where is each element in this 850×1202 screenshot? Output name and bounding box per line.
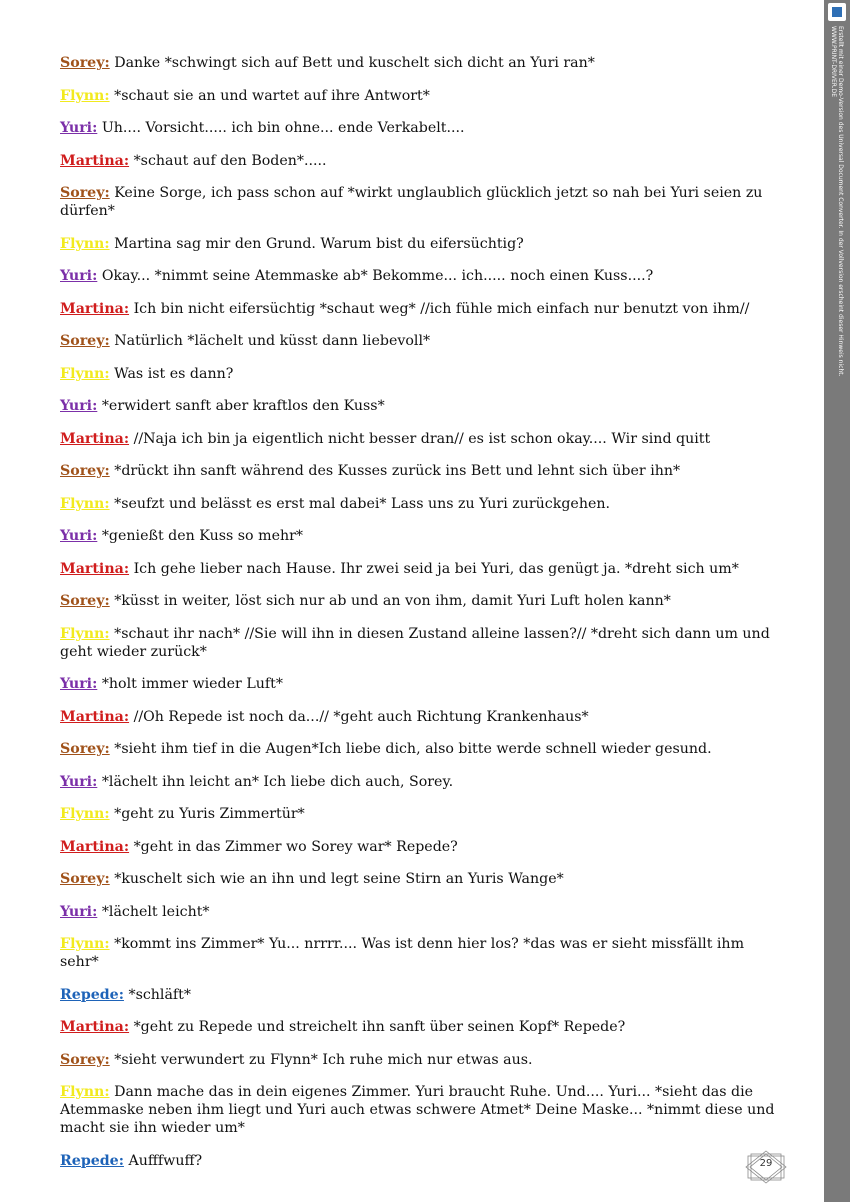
speaker-name: Flynn: xyxy=(60,1084,110,1100)
dialogue-line xyxy=(60,235,780,253)
speaker-name: Sorey: xyxy=(60,333,110,349)
dialogue-text: *schläft* xyxy=(128,986,191,1003)
dialogue-line xyxy=(60,365,780,383)
dialogue-text: *lächelt ihn leicht an* Ich liebe dich auch, Sorey. xyxy=(101,773,454,790)
dialogue-text: *lächelt leicht* xyxy=(101,903,210,920)
speaker-name: Repede: xyxy=(60,986,124,1003)
dialogue-line xyxy=(60,560,780,578)
dialogue-text: *sieht ihm tief in die Augen*Ich liebe dich, also bitte werde schnell wieder gesund. xyxy=(114,741,712,757)
speaker-name: Martina: xyxy=(60,708,130,725)
dialogue-line xyxy=(60,1152,780,1170)
dialogue-line xyxy=(60,152,780,170)
dialogue-line xyxy=(60,773,780,791)
speaker-name: Martina: xyxy=(60,560,130,577)
dialogue-line xyxy=(60,54,780,72)
dialogue-line xyxy=(60,805,780,823)
speaker-name: Flynn: xyxy=(60,495,110,512)
converter-sidebar xyxy=(824,0,850,1202)
dialogue-line xyxy=(60,267,780,285)
page-number: 29 xyxy=(759,1158,773,1169)
dialogue-line xyxy=(60,592,780,610)
dialogue-line xyxy=(60,184,780,220)
speaker-name: Flynn: xyxy=(60,87,110,104)
dialogue-text: *schaut auf den Boden*..... xyxy=(133,152,327,169)
dialogue-line xyxy=(60,300,780,318)
speaker-name: Yuri: xyxy=(60,398,98,414)
dialogue-line xyxy=(60,870,780,888)
dialogue-text: *genießt den Kuss so mehr* xyxy=(101,528,303,544)
dialogue-text: Natürlich *lächelt und küsst dann liebevoll* xyxy=(114,333,431,349)
dialogue-line xyxy=(60,838,780,856)
dialogue-text: Ich bin nicht eifersüchtig *schaut weg* //ich fühle mich einfach nur benutzt von ihm// xyxy=(133,300,750,317)
dialogue-text: *schaut ihr nach* //Sie will ihn in diesen Zustand alleine lassen?// *dreht sich dann um und geht wieder zurück* xyxy=(60,625,770,660)
speaker-name: Yuri: xyxy=(60,903,98,920)
speaker-name: Martina: xyxy=(60,152,130,169)
dialogue-line xyxy=(60,1051,780,1069)
dialogue-line xyxy=(60,430,780,448)
dialogue-line xyxy=(60,740,780,758)
speaker-name: Flynn: xyxy=(60,936,110,952)
speaker-name: Sorey: xyxy=(60,741,110,757)
speaker-name: Yuri: xyxy=(60,268,98,284)
speaker-name: Yuri: xyxy=(60,120,98,136)
dialogue-line xyxy=(60,708,780,726)
dialogue-text: *kommt ins Zimmer* Yu... nrrrr.... Was ist denn hier los? *das was er sieht missfällt ihm sehr* xyxy=(60,936,745,970)
dialogue-text: *kuschelt sich wie an ihn und legt seine Stirn an Yuris Wange* xyxy=(114,871,564,887)
speaker-name: Sorey: xyxy=(60,463,110,479)
dialogue-text: *erwidert sanft aber kraftlos den Kuss* xyxy=(101,398,385,414)
dialogue-text: *sieht verwundert zu Flynn* Ich ruhe mich nur etwas aus. xyxy=(114,1051,533,1068)
dialogue-text: *drückt ihn sanft während des Kusses zurück ins Bett und lehnt sich über ihn* xyxy=(114,463,681,479)
speaker-name: Sorey: xyxy=(60,1051,110,1068)
dialogue-text: Danke *schwingt sich auf Bett und kuschelt sich dicht an Yuri ran* xyxy=(114,55,595,71)
dialogue-text: Okay... *nimmt seine Atemmaske ab* Bekomme... ich..... noch einen Kuss....? xyxy=(101,268,654,284)
dialogue-line xyxy=(60,986,780,1004)
demo-notice xyxy=(830,26,844,377)
dialogue-text: Aufffwuff? xyxy=(128,1152,203,1169)
speaker-name: Sorey: xyxy=(60,593,110,609)
speaker-name: Flynn: xyxy=(60,365,110,382)
dialogue-text: *seufzt und belässt es erst mal dabei* Lass uns zu Yuri zurückgehen. xyxy=(114,495,610,512)
dialogue-line xyxy=(60,119,780,137)
dialogue-text: Dann mache das in dein eigenes Zimmer. Yuri braucht Ruhe. Und.... Yuri... *sieht das die Atemmaske neben ihm liegt und Yuri auch etwas schwere Atmet* Deine Maske... *nimmt diese und macht sie ihn wieder um* xyxy=(60,1084,775,1136)
speaker-name: Flynn: xyxy=(60,625,110,642)
dialogue-line xyxy=(60,625,780,661)
dialogue-line xyxy=(60,527,780,545)
dialogue-line xyxy=(60,675,780,693)
speaker-name: Sorey: xyxy=(60,871,110,887)
page-number-ornament xyxy=(744,1150,788,1184)
dialogue-line xyxy=(60,462,780,480)
dialogue-text: Ich gehe lieber nach Hause. Ihr zwei seid ja bei Yuri, das genügt ja. *dreht sich um* xyxy=(133,560,739,577)
speaker-name: Sorey: xyxy=(60,185,110,201)
speaker-name: Flynn: xyxy=(60,806,110,822)
dialogue-text: Was ist es dann? xyxy=(114,365,234,382)
speaker-name: Martina: xyxy=(60,300,130,317)
demo-notice-text: Erstellt mit einer Demo-Version des Universal Document Converter. In der Vollversion erscheint dieser Hinweis nicht. xyxy=(837,26,844,377)
speaker-name: Yuri: xyxy=(60,676,98,692)
dialogue-list xyxy=(60,54,780,1184)
dialogue-text: //Oh Repede ist noch da...// *geht auch Richtung Krankenhaus* xyxy=(133,708,589,725)
speaker-name: Repede: xyxy=(60,1152,124,1169)
dialogue-line xyxy=(60,332,780,350)
dialogue-text: *holt immer wieder Luft* xyxy=(101,676,283,692)
dialogue-text: *geht zu Yuris Zimmertür* xyxy=(114,806,305,822)
demo-notice-url: WWW.PRINT-DRIVER.DE xyxy=(830,26,837,98)
speaker-name: Martina: xyxy=(60,838,130,855)
dialogue-text: Martina sag mir den Grund. Warum bist du eifersüchtig? xyxy=(114,235,524,252)
speaker-name: Martina: xyxy=(60,430,130,447)
dialogue-line xyxy=(60,87,780,105)
speaker-name: Sorey: xyxy=(60,55,110,71)
dialogue-text: *schaut sie an und wartet auf ihre Antwort* xyxy=(114,87,430,104)
dialogue-line xyxy=(60,1018,780,1036)
converter-logo-icon xyxy=(828,3,846,21)
dialogue-text: Uh.... Vorsicht..... ich bin ohne... ende Verkabelt.... xyxy=(101,120,465,136)
dialogue-line xyxy=(60,397,780,415)
speaker-name: Yuri: xyxy=(60,773,98,790)
speaker-name: Yuri: xyxy=(60,528,98,544)
dialogue-line xyxy=(60,935,780,971)
dialogue-text: *geht zu Repede und streichelt ihn sanft über seinen Kopf* Repede? xyxy=(133,1019,626,1035)
dialogue-text: *geht in das Zimmer wo Sorey war* Repede? xyxy=(133,838,458,855)
dialogue-line xyxy=(60,1083,780,1137)
dialogue-text: *küsst in weiter, löst sich nur ab und an von ihm, damit Yuri Luft holen kann* xyxy=(114,593,671,609)
dialogue-line xyxy=(60,495,780,513)
dialogue-text: //Naja ich bin ja eigentlich nicht besser dran// es ist schon okay.... Wir sind quitt xyxy=(133,430,711,447)
speaker-name: Flynn: xyxy=(60,235,110,252)
dialogue-line xyxy=(60,903,780,921)
speaker-name: Martina: xyxy=(60,1019,130,1035)
dialogue-text: Keine Sorge, ich pass schon auf *wirkt unglaublich glücklich jetzt so nah bei Yuri seien zu dürfen* xyxy=(60,185,763,219)
